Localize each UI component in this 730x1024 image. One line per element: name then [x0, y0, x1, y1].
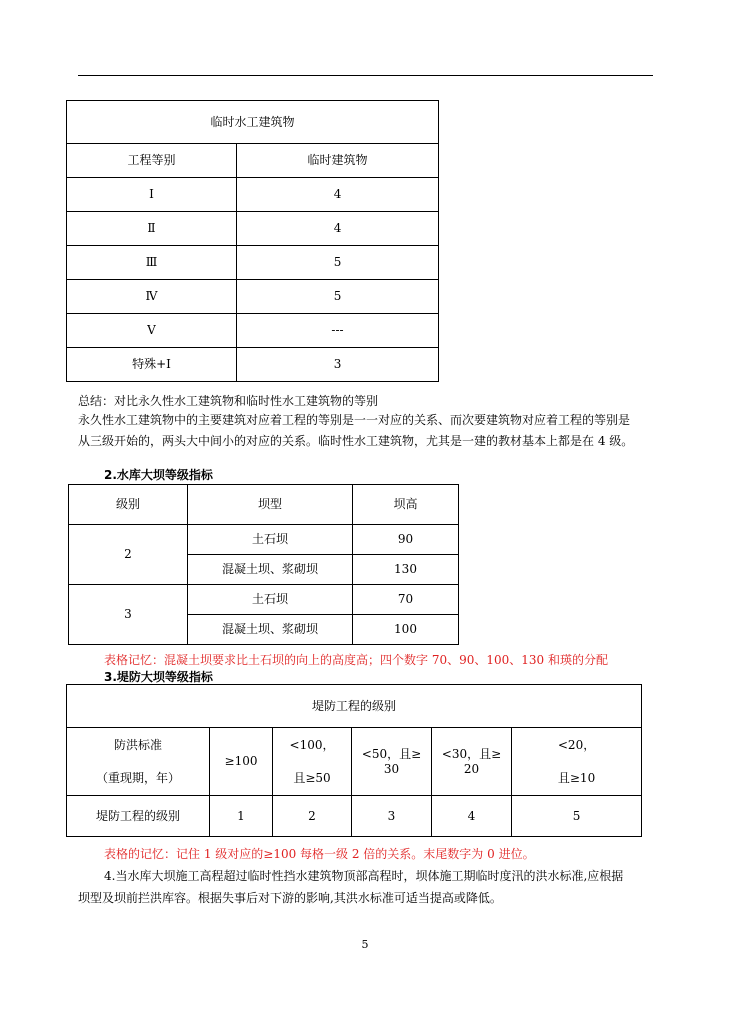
table-cell: 5: [237, 280, 439, 314]
table-row: [67, 280, 439, 314]
table-cell: 5: [512, 796, 642, 837]
table-cell: 130: [353, 555, 459, 585]
table-cell: [512, 728, 642, 796]
table-row: [67, 796, 642, 837]
level-cell: 3: [69, 585, 188, 645]
table-caption: 临时水工建筑物: [67, 101, 439, 144]
table-cell: ---: [237, 314, 439, 348]
table-cell: 土石坝: [188, 585, 353, 615]
table-cell: 5: [237, 246, 439, 280]
table-cell: Ⅳ: [67, 280, 237, 314]
table-cell: 4: [432, 796, 512, 837]
table-row: [67, 728, 642, 796]
table-cell: Ⅲ: [67, 246, 237, 280]
table-cell: 混凝土坝、浆砌坝: [188, 555, 353, 585]
table-row: [69, 585, 459, 615]
cell-line: 且≥50: [293, 770, 331, 785]
table-row: [67, 178, 439, 212]
page-number: 5: [361, 938, 369, 951]
cell-line: <50，且≥: [361, 747, 422, 762]
cell-line: <20，: [557, 738, 596, 753]
levee-level-table: [66, 684, 642, 837]
standard-label-cell: [67, 728, 210, 796]
memory-note: 表格记忆：混凝土坝要求比土石坝的向上的高度高；四个数字 70、90、100、130 和瑛的分配: [104, 653, 608, 667]
cell-line: 30: [383, 761, 400, 776]
cell-line: <100，: [289, 738, 335, 753]
table-row: [67, 212, 439, 246]
temporary-structures-table: [66, 100, 439, 382]
table-cell: 土石坝: [188, 525, 353, 555]
dam-level-table: [68, 484, 459, 645]
standard-label: 防洪标准: [113, 738, 162, 753]
column-header: 坝高: [353, 485, 459, 525]
standard-sublabel: （重现期，年）: [95, 770, 180, 785]
table-cell: 4: [237, 212, 439, 246]
column-header: 工程等别: [67, 144, 237, 178]
table-cell: 2: [273, 796, 352, 837]
table-cell: 90: [353, 525, 459, 555]
table-cell: [432, 728, 512, 796]
table-cell: 3: [237, 348, 439, 382]
summary-line: 总结：对比永久性水工建筑物和临时性水工建筑物的等别: [78, 394, 379, 408]
table-row: [67, 246, 439, 280]
table-cell: ≥100: [210, 728, 273, 796]
section-title: 3.堤防大坝等级指标: [104, 670, 213, 684]
table-cell: 70: [353, 585, 459, 615]
summary-line: 从三级开始的，两头大中间小的对应的关系。临时性水工建筑物，尤其是一建的教材基本上都是在 4 级。: [78, 434, 634, 448]
memory-note: 表格的记忆：记住 1 级对应的≥100 每格一级 2 倍的关系。末尾数字为 0 进位。: [104, 847, 535, 861]
table-caption: 堤防工程的级别: [67, 685, 642, 728]
column-header: 级别: [69, 485, 188, 525]
table-cell: Ⅰ: [67, 178, 237, 212]
header-rule: [78, 75, 653, 76]
table-cell: 混凝土坝、浆砌坝: [188, 615, 353, 645]
cell-line: 且≥10: [557, 770, 596, 785]
table-cell: Ⅴ: [67, 314, 237, 348]
table-cell: 3: [352, 796, 432, 837]
table-cell: 特殊+Ⅰ: [67, 348, 237, 382]
level-cell: 2: [69, 525, 188, 585]
table-cell: [273, 728, 352, 796]
table-cell: [352, 728, 432, 796]
table-row: [67, 348, 439, 382]
paragraph-line: 坝型及坝前拦洪库容。根据失事后对下游的影响,其洪水标准可适当提高或降低。: [78, 891, 502, 905]
table-row: [67, 314, 439, 348]
column-header: 坝型: [188, 485, 353, 525]
table-cell: 1: [210, 796, 273, 837]
level-label: 堤防工程的级别: [67, 796, 210, 837]
cell-line: <30，且≥: [441, 747, 502, 762]
paragraph-line: 4.当水库大坝施工高程超过临时性挡水建筑物顶部高程时，坝体施工期临时度汛的洪水标准,应根据: [104, 869, 624, 883]
table-cell: 100: [353, 615, 459, 645]
section-title: 2.水库大坝等级指标: [104, 468, 213, 482]
table-cell: 4: [237, 178, 439, 212]
table-row: [69, 525, 459, 555]
summary-line: 永久性水工建筑物中的主要建筑对应着工程的等别是一一对应的关系、而次要建筑物对应着工程的等别是: [78, 413, 631, 427]
column-header: 临时建筑物: [237, 144, 439, 178]
table-cell: Ⅱ: [67, 212, 237, 246]
cell-line: 20: [463, 761, 480, 776]
